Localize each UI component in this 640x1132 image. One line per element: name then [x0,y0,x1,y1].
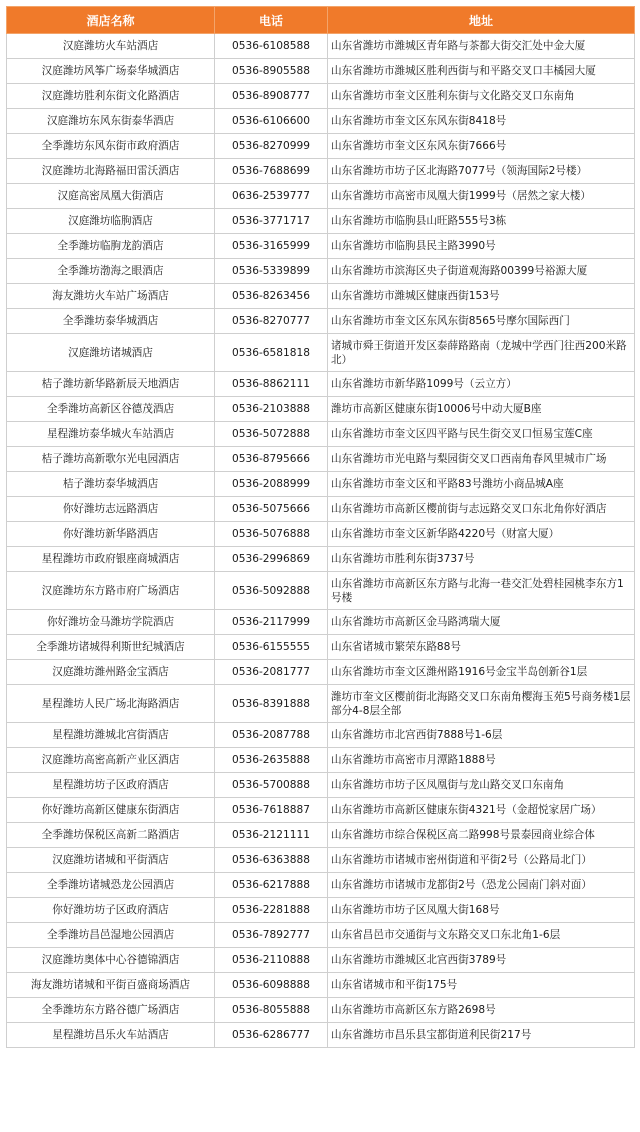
address-cell: 山东省诸城市和平街175号 [328,973,635,998]
table-row [7,547,635,572]
phone-cell: 0536-2996869 [215,547,328,572]
phone-cell: 0536-7892777 [215,923,328,948]
address-cell: 山东省潍坊市潍城区北宫西街3789号 [328,948,635,973]
phone-cell: 0536-5072888 [215,422,328,447]
hotel-name-cell: 汉庭高密凤凰大街酒店 [7,184,215,209]
address-cell: 山东省潍坊市胜利东街3737号 [328,547,635,572]
address-cell: 山东省潍坊市临朐县山旺路555号3栋 [328,209,635,234]
phone-cell: 0536-6108588 [215,34,328,59]
hotel-name-cell: 汉庭潍坊风筝广场泰华城酒店 [7,59,215,84]
table-row [7,823,635,848]
address-cell: 山东省昌邑市交通街与文东路交叉口东北角1-6层 [328,923,635,948]
table-row [7,873,635,898]
hotel-name-cell: 星程潍坊市政府银座商城酒店 [7,547,215,572]
table-row [7,372,635,397]
address-cell: 山东省潍坊市奎文区东风东街7666号 [328,134,635,159]
address-cell: 山东省潍坊市高密市月潭路1888号 [328,748,635,773]
hotel-name-cell: 汉庭潍坊临朐酒店 [7,209,215,234]
table-row [7,660,635,685]
hotel-name-cell: 全季潍坊昌邑湿地公园酒店 [7,923,215,948]
hotel-name-cell: 你好潍坊新华路酒店 [7,522,215,547]
phone-cell: 0536-2087788 [215,723,328,748]
address-cell: 山东省潍坊市昌乐县宝都街道利民街217号 [328,1023,635,1048]
hotel-name-cell: 你好潍坊坊子区政府酒店 [7,898,215,923]
address-cell: 山东省潍坊市奎文区潍州路1916号金宝半岛创新谷1层 [328,660,635,685]
hotel-name-cell: 你好潍坊金马潍坊学院酒店 [7,610,215,635]
address-cell: 山东省潍坊市临朐县民主路3990号 [328,234,635,259]
address-cell: 山东省潍坊市高新区金马路鸿瑞大厦 [328,610,635,635]
address-cell: 山东省潍坊市诸城市龙都街2号（恐龙公园南门斜对面） [328,873,635,898]
hotel-table [6,6,635,1048]
address-cell: 山东省潍坊市高新区健康东街4321号（金超悦家居广场） [328,798,635,823]
phone-cell: 0536-5076888 [215,522,328,547]
phone-cell: 0536-7688699 [215,159,328,184]
table-row [7,397,635,422]
address-cell: 山东省潍坊市北宫西街7888号1-6层 [328,723,635,748]
hotel-name-cell: 全季潍坊东方路谷德广场酒店 [7,998,215,1023]
hotel-name-cell: 你好潍坊志远路酒店 [7,497,215,522]
header-address: 地址 [328,7,635,34]
hotel-name-cell: 星程潍坊昌乐火车站酒店 [7,1023,215,1048]
address-cell: 山东省潍坊市奎文区四平路与民生街交叉口恒易宝莲C座 [328,422,635,447]
table-row [7,447,635,472]
table-row [7,973,635,998]
hotel-name-cell: 全季潍坊诸城得利斯世纪城酒店 [7,635,215,660]
table-row [7,572,635,610]
phone-cell: 0536-6363888 [215,848,328,873]
address-cell: 诸城市舜王街道开发区泰薛路路南（龙城中学西门往西200米路北） [328,334,635,372]
phone-cell: 0536-8270777 [215,309,328,334]
hotel-name-cell: 全季潍坊高新区谷德茂酒店 [7,397,215,422]
phone-cell: 0536-5700888 [215,773,328,798]
table-row [7,610,635,635]
phone-cell: 0536-8270999 [215,134,328,159]
hotel-name-cell: 汉庭潍坊北海路福田雷沃酒店 [7,159,215,184]
address-cell: 山东省潍坊市诸城市密州街道和平街2号（公路局北门） [328,848,635,873]
address-cell: 山东省潍坊市坊子区凤凰大街168号 [328,898,635,923]
header-phone: 电话 [215,7,328,34]
table-row [7,134,635,159]
table-row [7,309,635,334]
table-row [7,334,635,372]
hotel-name-cell: 星程潍坊人民广场北海路酒店 [7,685,215,723]
phone-cell: 0636-2539777 [215,184,328,209]
hotel-name-cell: 桔子潍坊新华路新辰天地酒店 [7,372,215,397]
table-row [7,234,635,259]
table-row [7,685,635,723]
address-cell: 山东省潍坊市潍城区青年路与茶都大街交汇处中金大厦 [328,34,635,59]
table-row [7,522,635,547]
hotel-table-sheet [6,6,634,1048]
table-row [7,284,635,309]
hotel-name-cell: 汉庭潍坊东风东街泰华酒店 [7,109,215,134]
table-row [7,209,635,234]
phone-cell: 0536-5075666 [215,497,328,522]
address-cell: 山东省潍坊市奎文区东风东街8418号 [328,109,635,134]
table-row [7,748,635,773]
phone-cell: 0536-6098888 [215,973,328,998]
table-row [7,773,635,798]
table-row [7,1023,635,1048]
table-row [7,998,635,1023]
hotel-name-cell: 全季潍坊保税区高新二路酒店 [7,823,215,848]
table-body [7,34,635,1048]
phone-cell: 0536-2121111 [215,823,328,848]
hotel-name-cell: 全季潍坊诸城恐龙公园酒店 [7,873,215,898]
table-row [7,848,635,873]
hotel-name-cell: 汉庭潍坊潍州路金宝酒店 [7,660,215,685]
hotel-name-cell: 全季潍坊临朐龙韵酒店 [7,234,215,259]
hotel-name-cell: 汉庭潍坊胜利东街文化路酒店 [7,84,215,109]
phone-cell: 0536-2635888 [215,748,328,773]
address-cell: 山东省潍坊市奎文区新华路4220号（财富大厦） [328,522,635,547]
phone-cell: 0536-2281888 [215,898,328,923]
hotel-name-cell: 汉庭潍坊诸城酒店 [7,334,215,372]
phone-cell: 0536-8391888 [215,685,328,723]
address-cell: 山东省潍坊市坊子区北海路7077号（领海国际2号楼） [328,159,635,184]
table-row [7,635,635,660]
table-row [7,723,635,748]
address-cell: 山东省潍坊市高新区东方路2698号 [328,998,635,1023]
table-row [7,34,635,59]
phone-cell: 0536-8905588 [215,59,328,84]
hotel-name-cell: 你好潍坊高新区健康东街酒店 [7,798,215,823]
address-cell: 山东省潍坊市潍城区健康西街153号 [328,284,635,309]
table-row [7,898,635,923]
phone-cell: 0536-5092888 [215,572,328,610]
address-cell: 山东省潍坊市高新区东方路与北海一巷交汇处碧桂园桃李东方1号楼 [328,572,635,610]
phone-cell: 0536-5339899 [215,259,328,284]
hotel-name-cell: 全季潍坊渤海之眼酒店 [7,259,215,284]
phone-cell: 0536-6155555 [215,635,328,660]
header-hotel-name: 酒店名称 [7,7,215,34]
address-cell: 潍坊市奎文区樱前街北海路交叉口东南角樱海玉苑5号商务楼1层部分4-8层全部 [328,685,635,723]
phone-cell: 0536-8263456 [215,284,328,309]
table-row [7,109,635,134]
address-cell: 山东省潍坊市奎文区胜利东街与文化路交叉口东南角 [328,84,635,109]
table-header-row [7,7,635,34]
phone-cell: 0536-3165999 [215,234,328,259]
table-row [7,84,635,109]
address-cell: 山东省诸城市繁荣东路88号 [328,635,635,660]
table-row [7,422,635,447]
hotel-name-cell: 星程潍坊坊子区政府酒店 [7,773,215,798]
hotel-name-cell: 桔子潍坊高新歌尔光电园酒店 [7,447,215,472]
phone-cell: 0536-2081777 [215,660,328,685]
phone-cell: 0536-7618887 [215,798,328,823]
hotel-name-cell: 桔子潍坊泰华城酒店 [7,472,215,497]
hotel-name-cell: 全季潍坊泰华城酒店 [7,309,215,334]
hotel-name-cell: 星程潍坊泰华城火车站酒店 [7,422,215,447]
hotel-name-cell: 汉庭潍坊诸城和平街酒店 [7,848,215,873]
hotel-name-cell: 汉庭潍坊高密高新产业区酒店 [7,748,215,773]
phone-cell: 0536-6581818 [215,334,328,372]
hotel-name-cell: 海友潍坊火车站广场酒店 [7,284,215,309]
table-row [7,59,635,84]
address-cell: 山东省潍坊市综合保税区高二路998号景泰园商业综合体 [328,823,635,848]
phone-cell: 0536-3771717 [215,209,328,234]
table-row [7,948,635,973]
address-cell: 潍坊市高新区健康东街10006号中动大厦B座 [328,397,635,422]
hotel-name-cell: 星程潍坊潍城北宫街酒店 [7,723,215,748]
hotel-name-cell: 汉庭潍坊奥体中心谷德锦酒店 [7,948,215,973]
phone-cell: 0536-8795666 [215,447,328,472]
address-cell: 山东省潍坊市奎文区东风东街8565号摩尔国际西门 [328,309,635,334]
address-cell: 山东省潍坊市潍城区胜利西街与和平路交叉口丰橘园大厦 [328,59,635,84]
table-row [7,798,635,823]
phone-cell: 0536-2117999 [215,610,328,635]
table-row [7,472,635,497]
address-cell: 山东省潍坊市高密市凤凰大街1999号（居然之家大楼） [328,184,635,209]
phone-cell: 0536-2110888 [215,948,328,973]
address-cell: 山东省潍坊市奎文区和平路83号潍坊小商品城A座 [328,472,635,497]
phone-cell: 0536-6217888 [215,873,328,898]
phone-cell: 0536-6106600 [215,109,328,134]
table-row [7,923,635,948]
hotel-name-cell: 汉庭潍坊火车站酒店 [7,34,215,59]
address-cell: 山东省潍坊市坊子区凤凰街与龙山路交叉口东南角 [328,773,635,798]
table-row [7,184,635,209]
table-row [7,159,635,184]
address-cell: 山东省潍坊市高新区樱前街与志远路交叉口东北角你好酒店 [328,497,635,522]
hotel-name-cell: 海友潍坊诸城和平街百盛商场酒店 [7,973,215,998]
hotel-name-cell: 汉庭潍坊东方路市府广场酒店 [7,572,215,610]
address-cell: 山东省潍坊市光电路与梨园街交叉口西南角春风里城市广场 [328,447,635,472]
phone-cell: 0536-8862111 [215,372,328,397]
phone-cell: 0536-6286777 [215,1023,328,1048]
phone-cell: 0536-2088999 [215,472,328,497]
hotel-name-cell: 全季潍坊东风东街市政府酒店 [7,134,215,159]
address-cell: 山东省潍坊市滨海区央子街道观海路00399号裕源大厦 [328,259,635,284]
phone-cell: 0536-8055888 [215,998,328,1023]
address-cell: 山东省潍坊市新华路1099号（云立方） [328,372,635,397]
phone-cell: 0536-2103888 [215,397,328,422]
table-row [7,497,635,522]
phone-cell: 0536-8908777 [215,84,328,109]
table-row [7,259,635,284]
